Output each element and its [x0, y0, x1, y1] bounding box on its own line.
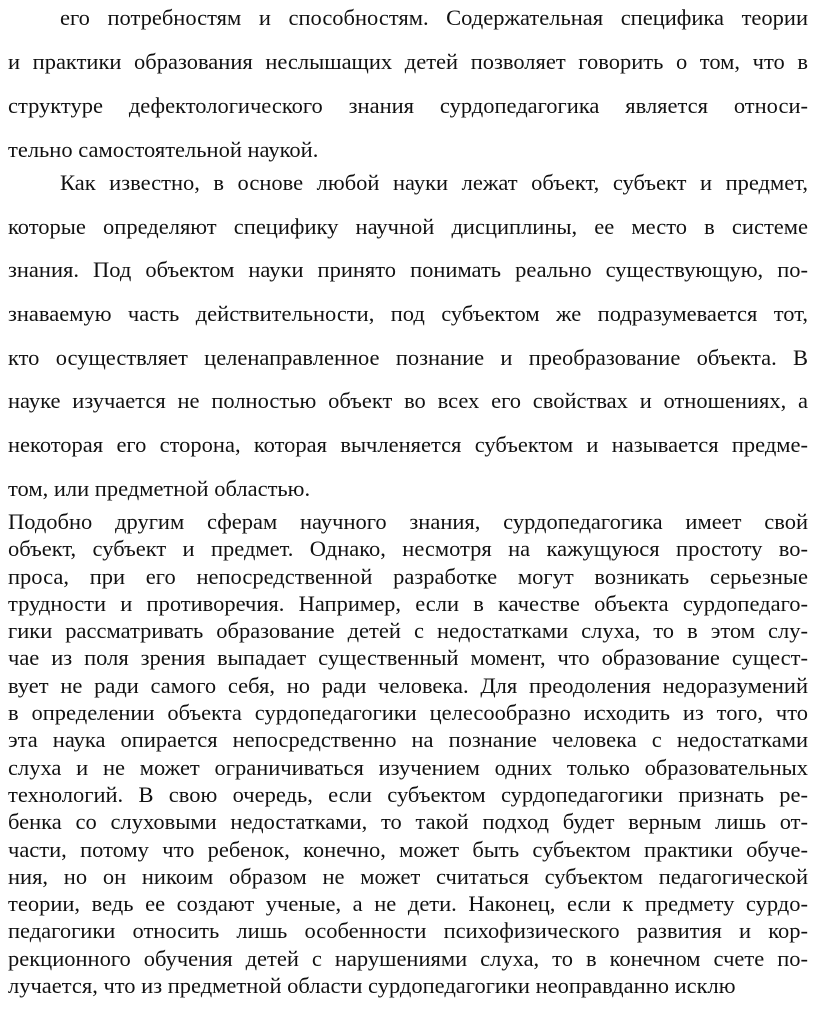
- text-line: науке изучается не полностью объект во всех его свойствах и отношениях, а: [8, 388, 808, 414]
- text-line: тельно самостоятельной наукой.: [8, 137, 319, 162]
- text-line: объект, субъект и предмет. Однако, несмотря на кажущуюся простоту во-: [8, 536, 808, 562]
- text-line: рекционного обучения детей с нарушениями слуха, то в конечном счете по-: [8, 945, 808, 971]
- text-line: некоторая его сторона, которая вычленяется субъектом и называется предме-: [8, 432, 808, 458]
- text-line: знания. Под объектом науки принято понимать реально существующую, по-: [8, 257, 808, 283]
- paragraph-3: [8, 508, 808, 999]
- text-line: кто осуществляет целенаправленное познание и преобразование объекта. В: [8, 344, 808, 370]
- text-line: том, или предметной областью.: [8, 475, 311, 501]
- text-line: в определении объекта сурдопедагогики целесообразно исходить из того, что: [8, 700, 808, 726]
- text-line: Подобно другим сферам научного знания, сурдопедагогика имеет свой: [8, 509, 808, 534]
- text-line: эта наука опирается непосредственно на познание человека с недостатками: [8, 727, 808, 753]
- text-line: которые определяют специфику научной дисциплины, ее место в системе: [8, 213, 808, 239]
- text-line: трудности и противоречия. Например, если в качестве объекта сурдопедаго-: [8, 590, 808, 616]
- text-line: гики рассматривать образование детей с недостатками слуха, то в этом слу-: [8, 618, 808, 644]
- text-line: Как известно, в основе любой науки лежат объект, субъект и предмет,: [60, 170, 808, 195]
- text-line: ния, но он никоим образом не может считаться субъектом педагогической: [8, 863, 808, 889]
- text-line: теории, ведь ее создают ученые, а не дети. Наконец, если к предмету сурдо-: [8, 891, 808, 917]
- paragraph-1: [8, 3, 808, 179]
- text-line: педагогики относить лишь особенности психофизического развития и кор-: [8, 918, 808, 944]
- text-line: технологий. В свою очередь, если субъектом сурдопедагогики признать ре-: [8, 781, 808, 807]
- text-line: слуха и не может ограничиваться изучением одних только образовательных: [8, 754, 808, 780]
- text-line: чае из поля зрения выпадает существенный момент, что образование сущест-: [8, 645, 808, 671]
- text-line: и практики образования неслышащих детей позволяет говорить о том, что в: [8, 49, 808, 74]
- text-line: лучается, что из предметной области сурдопедагогики неоправданно исклю: [8, 973, 736, 999]
- text-line: проса, при его непосредственной разработке могут возникать серьезные: [8, 563, 808, 589]
- text-line: знаваемую часть действительности, под субъектом же подразумевается тот,: [8, 301, 808, 327]
- text-line: его потребностям и способностям. Содержательная специфика теории: [60, 5, 808, 30]
- text-line: части, потому что ребенок, конечно, может быть субъектом практики обуче-: [8, 836, 808, 862]
- paragraph-2: [8, 168, 808, 518]
- text-line: структуре дефектологического знания сурдопедагогика является относи-: [8, 93, 808, 118]
- text-line: бенка со слуховыми недостатками, то такой подход будет верным лишь от-: [8, 809, 808, 835]
- text-line: вует не ради самого себя, но ради человека. Для преодоления недоразумений: [8, 672, 808, 698]
